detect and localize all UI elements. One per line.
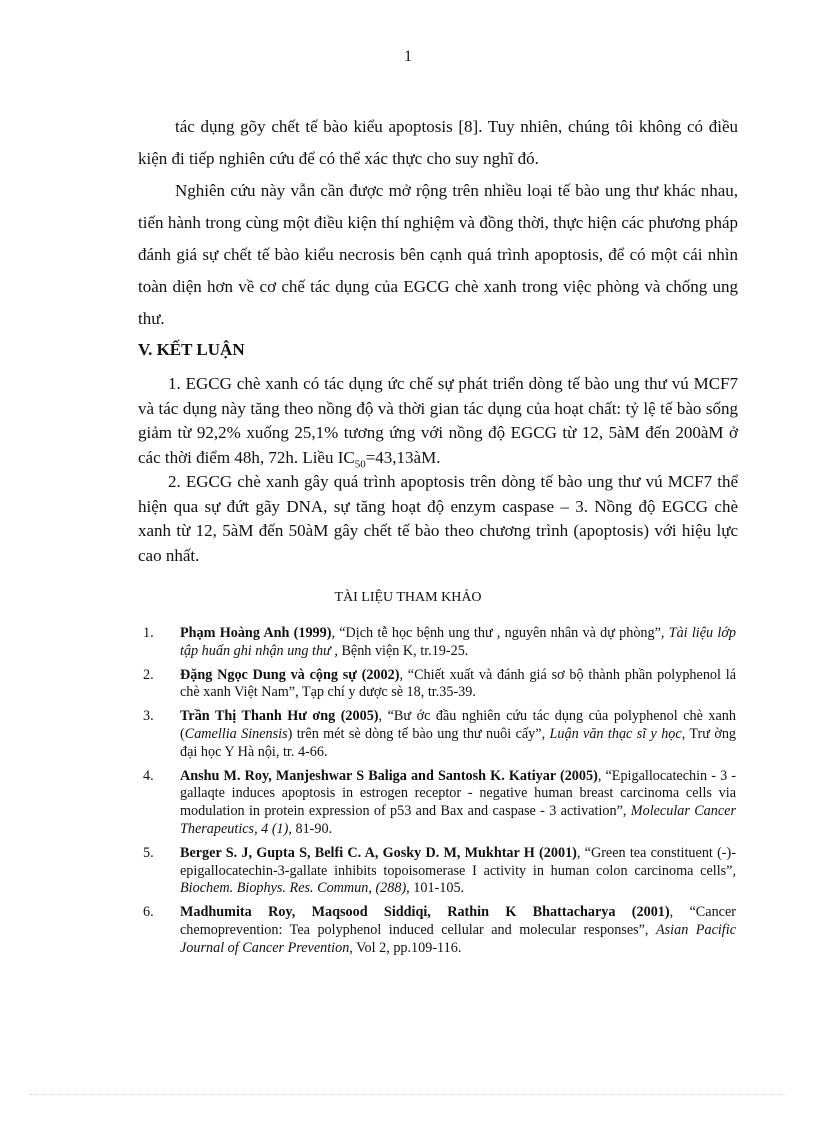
reference-title: , “Cancer chemoprevention: Tea polyphenol induced cellular and molecular responses”, [180,904,736,938]
reference-item [143,667,736,703]
reference-authors: Berger S. J, Gupta S, Belfi C. A, Gosky D. M, Mukhtar H (2001) [180,844,577,861]
reference-title-cont: ) trên mét sè dòng tế bào ung thư nuôi cấy”, [287,725,550,742]
reference-item [143,904,736,957]
reference-list [143,625,736,964]
reference-title: , “Chiết xuất và đánh giá sơ bộ thành phần polyphenol lá chè xanh Việt Nam”, Tạp chí y dược sè 18, tr.35-39. [180,666,736,701]
conclusion-1-tail: =43,13àM. [365,447,441,467]
conclusion-1 [138,372,738,470]
reference-title: , “Green tea constituent (-)-epigallocatechin-3-gallate inhibits topoisomerase I activity in human colon carcinoma cells”, [180,844,736,879]
reference-source: Luận văn thạc sĩ y học [549,725,682,742]
reference-number: 5. [143,844,154,861]
reference-details: , Trư ờng đại học Y Hà nội, tr. 4-66. [180,725,737,760]
reference-source: Molecular Cancer Therapeutics, 4 (1), [180,803,736,837]
reference-item [143,845,736,898]
conclusion-1-text: 1. EGCG chè xanh có tác dụng ức chế sự phát triển dòng tế bào ung thư vú MCF7 và tác dụng này tăng theo nồng độ và thời gian tác dụng của hoạt chất: tỷ lệ tế bào sống giảm từ 92,2% xuống 25,1% tương ứng với nồng độ EGCG từ 12, 5àM đến 200àM ở các thời điểm 48h, 72h. Liều IC [138,374,738,467]
reference-source: Biochem. Biophys. Res. Commun, (288), [180,880,410,897]
intro-paragraph-1: tác dụng gõy chết tế bào kiểu apoptosis [8]. Tuy nhiên, chúng tôi không có điều kiện đi tiếp nghiên cứu để có thể xác thực cho suy nghĩ đó. [138,117,738,168]
reference-source: Asian Pacific Journal of Cancer Prevention [180,921,736,956]
reference-item [143,625,736,661]
reference-authors: Anshu M. Roy, Manjeshwar S Baliga and Santosh K. Katiyar (2005) [180,767,598,784]
reference-details: 81-90. [291,820,333,837]
reference-authors: Trần Thị Thanh Hư ơng (2005) [180,708,379,725]
reference-authors: Madhumita Roy, Maqsood Siddiqi, Rathin K Bhattacharya (2001) [180,904,670,921]
reference-authors: Đặng Ngọc Dung và cộng sự (2002) [180,666,400,683]
reference-source: Tài liệu lớp tập huấn ghi nhận ung thư , [180,625,736,659]
reference-number: 1. [143,625,154,641]
intro-paragraph-2: Nghiên cứu này vẫn cần được mở rộng trên nhiều loại tế bào ung thư khác nhau, tiến hành trong cùng một điều kiện thí nghiệm và đồng thời, thực hiện các phương pháp đánh giá sự chết tế bào kiểu necrosis bên cạnh quá trình apoptosis, để có một cái nhìn toàn diện hơn về cơ chế tác dụng của EGCG chè xanh trong việc phòng và chống ung thư. [138,181,738,328]
conclusions [138,372,738,568]
section-heading: V. KẾT LUẬN [138,340,245,359]
conclusion-2: 2. EGCG chè xanh gây quá trình apoptosis trên dòng tế bào ung thư vú MCF7 thể hiện qua sự đứt gãy DNA, sự tăng hoạt độ enzym caspase – 3. Nồng độ EGCG chè xanh từ 12, 5àM đến 50àM gây chết tế bào theo chương trình (apoptosis) với hiệu lực cao nhất. [138,472,738,565]
intro-section [138,111,738,335]
reference-number: 4. [143,767,154,784]
reference-item [143,708,736,761]
reference-details: , Vol 2, pp.109-116. [349,939,462,956]
reference-number: 3. [143,708,154,725]
page-number: 1 [404,48,412,65]
reference-number: 6. [143,904,154,921]
reference-details: 101-105. [409,880,465,897]
bottom-divider [30,1094,786,1095]
reference-title: , “Dịch tễ học bệnh ung thư , nguyên nhân và dự phòng”, [331,625,669,641]
reference-number: 2. [143,666,154,683]
reference-authors: Phạm Hoàng Anh (1999) [180,625,332,641]
reference-item [143,768,736,839]
reference-details: Bệnh viện K, tr.19-25. [337,642,469,659]
reference-title: , “Epigallocatechin - 3 - gallaqte induces apoptosis in estrogen receptor - negative human breast carcinoma cells via modulation in protein expression of p53 and Bax and caspase - 3 activation”, [180,767,736,820]
reference-title: , “Bư ớc đầu nghiên cứu tác dụng của polyphenol chè xanh ( [180,708,736,742]
reference-species: Camellia Sinensis [184,725,288,742]
conclusion-1-sub: 50 [354,457,366,470]
references-title: TÀI LIỆU THAM KHẢO [334,590,482,605]
